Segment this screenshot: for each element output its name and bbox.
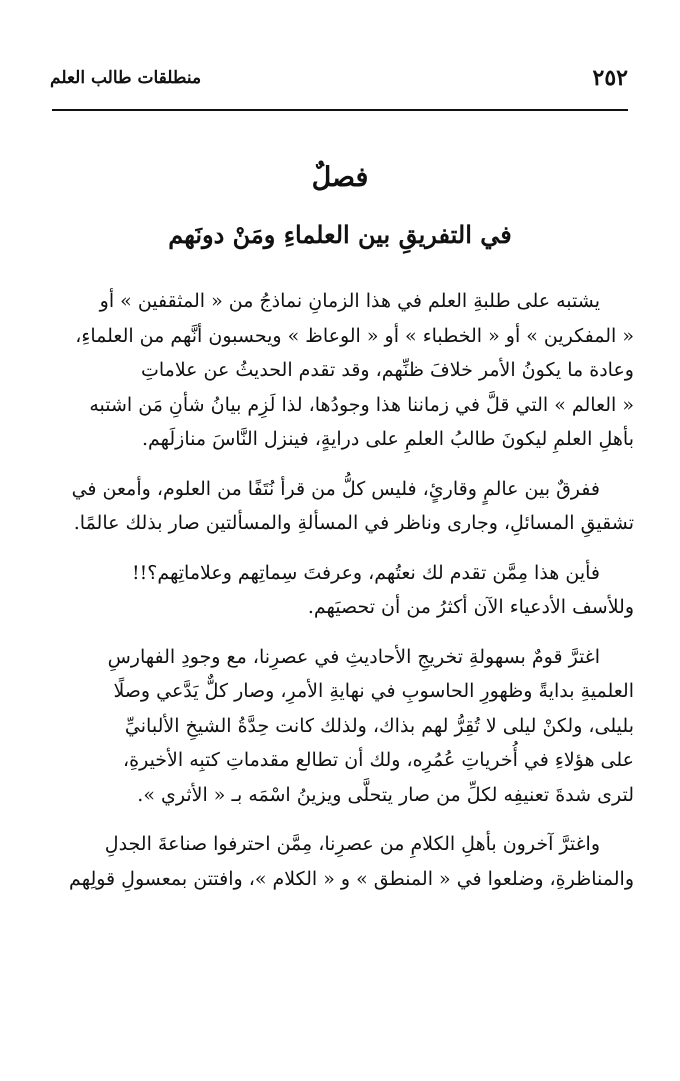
text-line: ففرقٌ بين عالمٍ وقارئٍ، فليس كلُّ من قرأ نُتَفًا من العلوم، وأمعن في bbox=[71, 477, 600, 500]
text-line: اغترَّ قومٌ بسهولةِ تخريجِ الأحاديثِ في عصرِنا، مع وجودِ الفهارسِ bbox=[107, 645, 600, 668]
text-line: بليلى، ولكنْ ليلى لا تُقِرُّ لهم بذاك، ولذلك كانت حِدَّةُ الشيخِ الألبانيِّ bbox=[124, 714, 634, 737]
paragraph bbox=[46, 556, 634, 625]
book-title: منطلقات طالب العلم bbox=[50, 68, 202, 88]
paragraph bbox=[46, 827, 634, 896]
text-line: واغترَّ آخرون بأهلِ الكلامِ من عصرِنا، مِمَّن احترفوا صناعةَ الجدلِ bbox=[104, 833, 600, 855]
running-header bbox=[50, 58, 628, 98]
page-number: ٢٥٢ bbox=[592, 65, 628, 91]
text-line: على هؤلاءِ في أُخرياتِ عُمُرِه، ولك أن تطالع مقدماتِ كتبِه الأخيرةِ، bbox=[123, 749, 634, 771]
paragraph bbox=[46, 472, 634, 541]
chapter-subheading: في التفريقِ بين العلماءِ ومَنْ دونَهم bbox=[168, 220, 512, 249]
text-line: يشتبه على طلبةِ العلم في هذا الزمانِ نماذجُ من « المثقفين » أو bbox=[99, 290, 600, 312]
text-line: وللأسف الأدعياء الآن أكثرُ من أن تحصيَهم. bbox=[307, 596, 634, 618]
paragraph bbox=[46, 640, 634, 813]
text-line: العلميةِ بدايةً وظهورِ الحاسوبِ في نهايةِ الأمرِ، وصار كلٌّ يَدَّعي وصلًا bbox=[113, 680, 634, 702]
body-text bbox=[46, 284, 634, 911]
text-line: « المفكرين » أو « الخطباء » أو « الوعاظ » ويحسبون أنَّهم من العلماءِ، bbox=[75, 324, 634, 347]
text-line: تشقيقِ المسائلِ، وجارى وناظر في المسألةِ والمسألتين صار بذلك عالمًا. bbox=[73, 512, 634, 534]
paragraph bbox=[46, 284, 634, 457]
header-divider bbox=[52, 109, 628, 111]
text-line: فأين هذا مِمَّن تقدم لك نعتُهم، وعرفتَ سِماتِهم وعلاماتِهم؟!! bbox=[132, 561, 600, 584]
chapter-heading: فصلٌ bbox=[311, 162, 369, 193]
text-line: والمناظرةِ، وضلعوا في « المنطق » و « الكلام »، وافتتن بمعسولِ قولِهم bbox=[69, 867, 634, 890]
text-line: « العالم » التي قلَّ في زماننا هذا وجودُها، لذا لَزِم بيانُ شأنِ مَن اشتبه bbox=[89, 393, 634, 416]
text-line: بأهلِ العلمِ ليكونَ طالبُ العلمِ على درايةٍ، فينزل النَّاسَ منازلَهم. bbox=[141, 428, 634, 450]
text-line: لترى شدةَ تعنيفِه لكلِّ من صار يتحلَّى ويزينُ اسْمَه بـ « الأثري ». bbox=[137, 783, 634, 806]
text-line: وعادة ما يكونُ الأمر خلافَ ظنِّهم، وقد تقدم الحديثُ عن علاماتِ bbox=[140, 359, 634, 381]
